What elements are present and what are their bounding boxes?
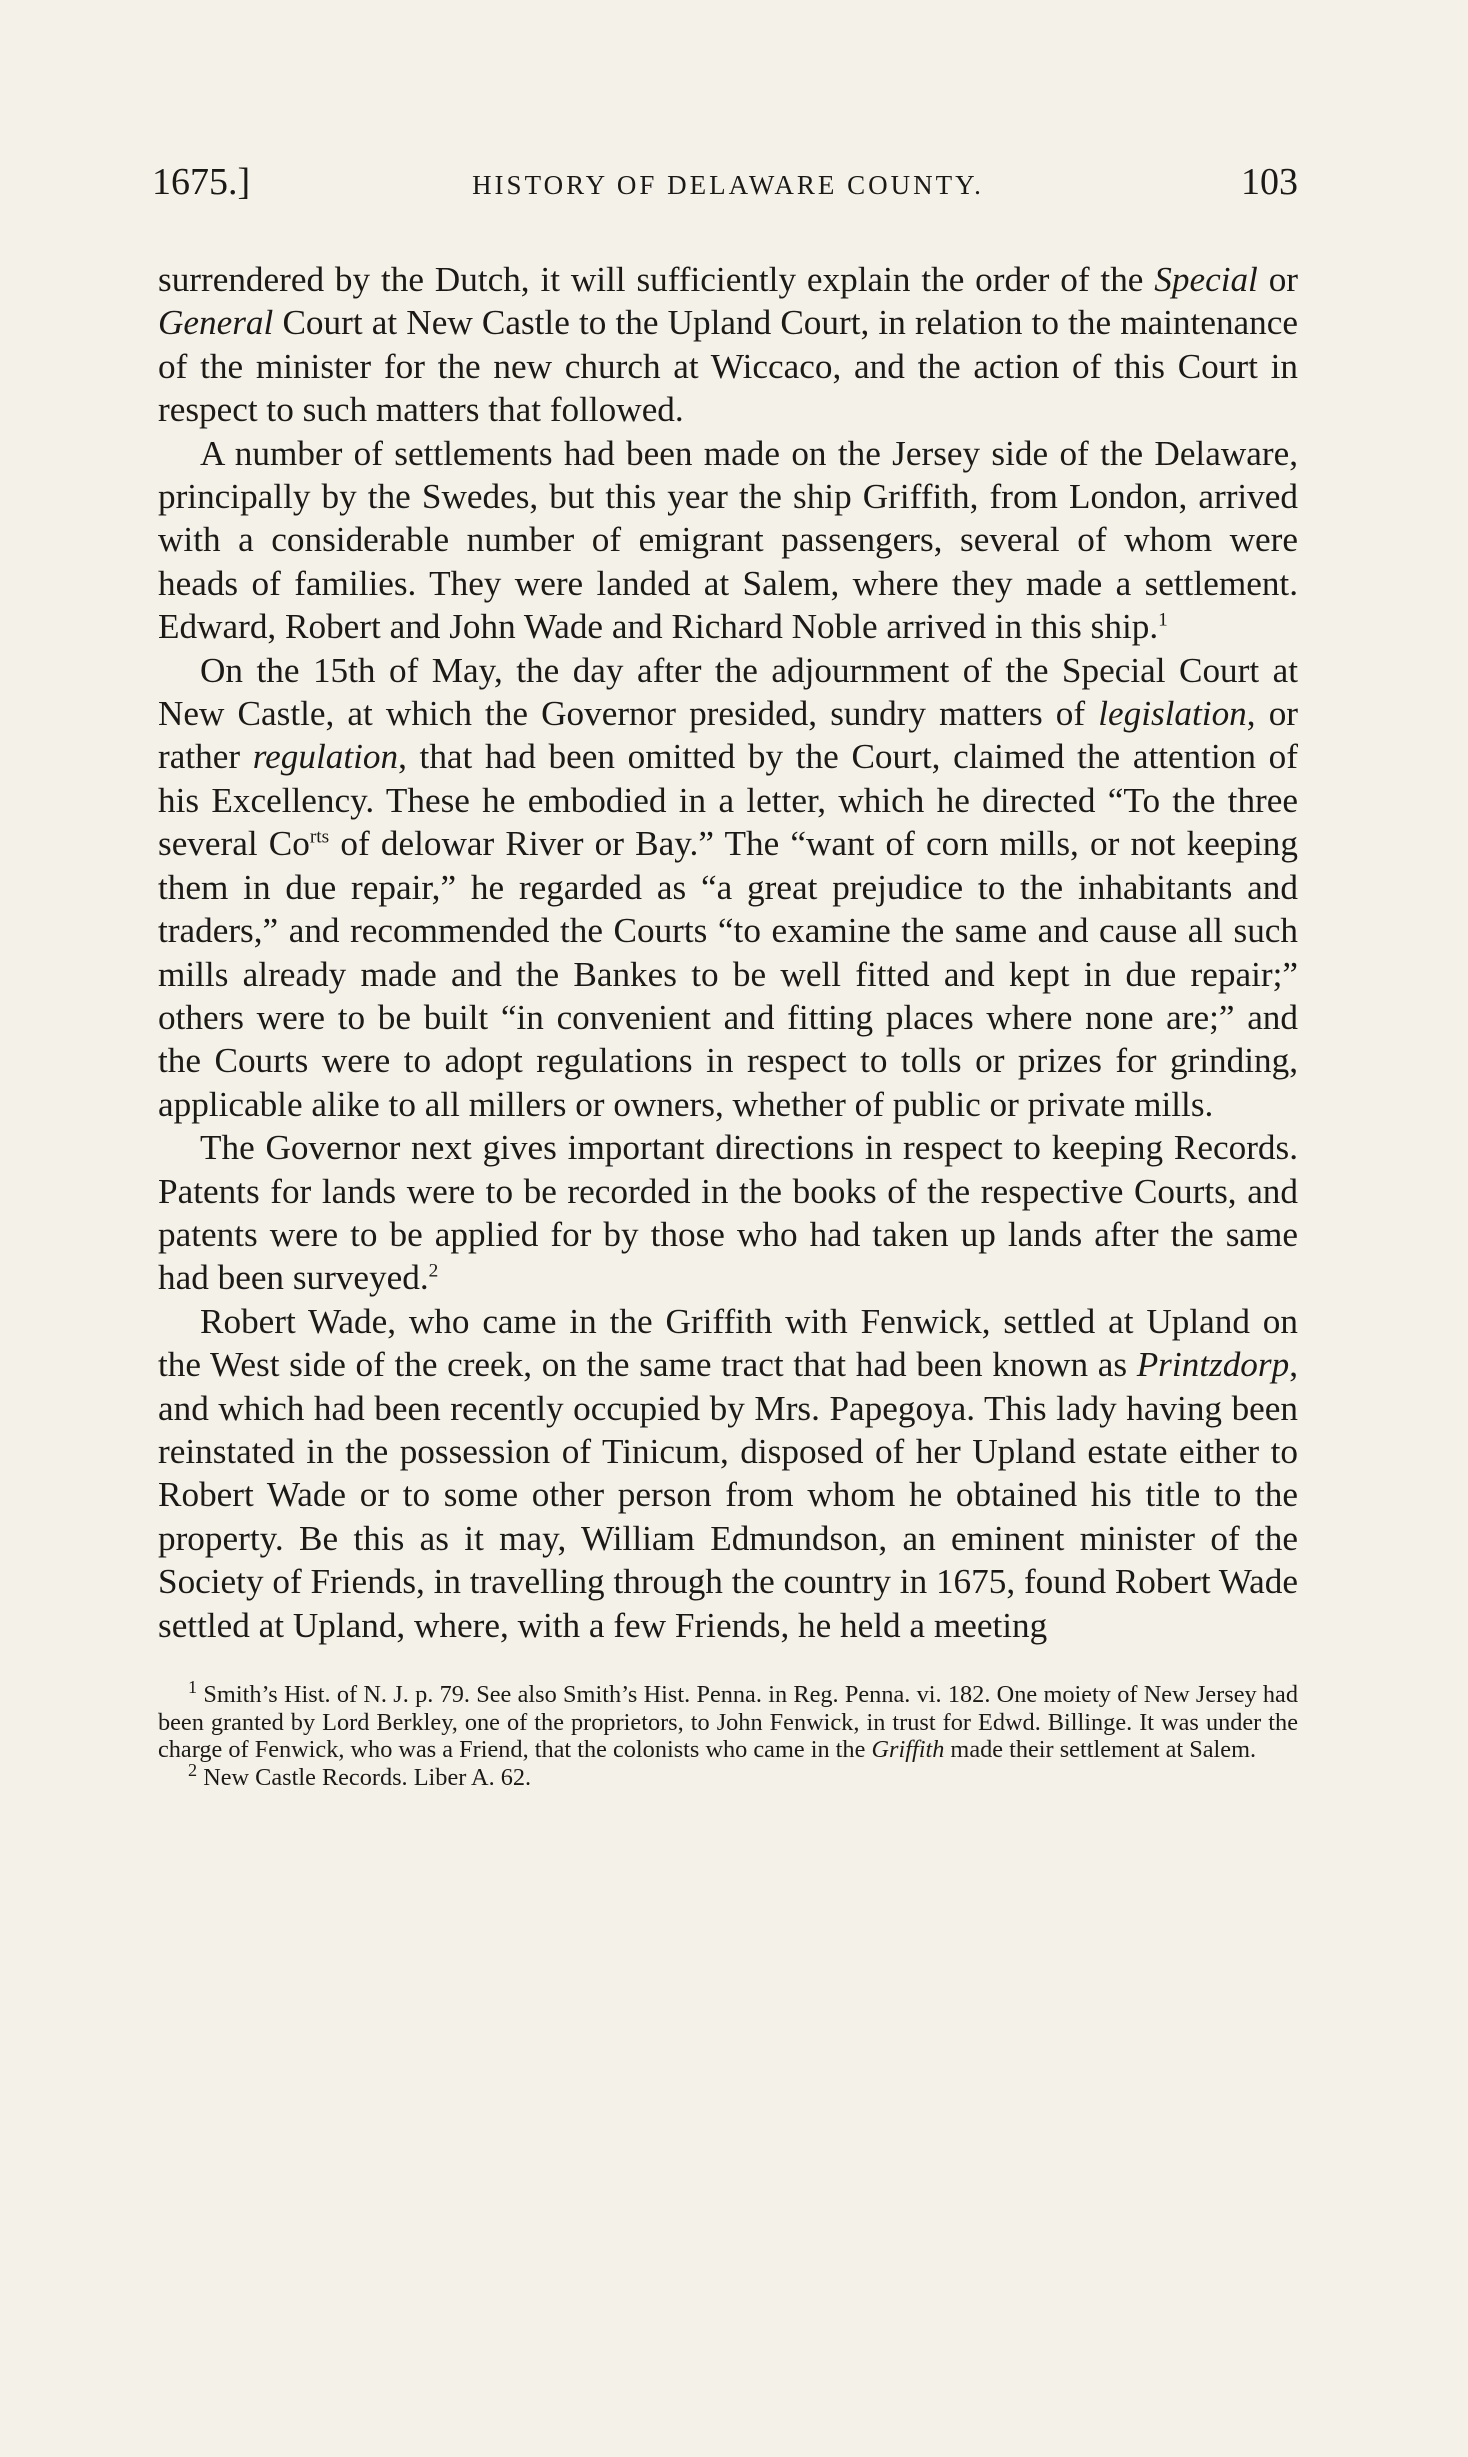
text-run: On the 15th of May, the day after the adjournment of the Special Court at New Castle, at which the Governor presided, sundry matters of [158, 650, 1298, 734]
header-year: 1675.] [152, 161, 251, 203]
text-run: made their settlement at Salem. [944, 1736, 1257, 1763]
book-page [152, 160, 1299, 1791]
footnote [158, 1759, 1298, 1792]
italic-text: legislation [1098, 694, 1247, 734]
text-run: A number of settlements had been made on the Jersey side of the Delaware, principally by the Swedes, but this year the ship Griffith, from London, arrived with a considerable number of emigrant passengers, several of whom were heads of families. They were landed at Salem, where they made a settlement. Edward, Robert and John Wade and Richard Noble arrived in this ship. [158, 433, 1298, 647]
text-run: or [1257, 260, 1299, 299]
text-run: , or rather [158, 694, 1299, 777]
text-run: Smith’s Hist. of N. J. p. 79. See also Smith’s Hist. Penna. in Reg. Penna. vi. 182. One moiety of New Jersey had been granted by Lord Berkley, one of the proprietors, to John Fenwick, in trust for Edwd. Billinge. It was under the charge of Fenwick, who was a Friend, that the colonists who came in the [158, 1681, 1298, 1763]
superscript: 2 [428, 1260, 439, 1282]
italic-text: General [158, 303, 274, 343]
header-title: HISTORY OF DELAWARE COUNTY. [472, 170, 984, 200]
superscript: 1 [1158, 609, 1168, 631]
paragraph [158, 1126, 1298, 1300]
paragraph [158, 1300, 1298, 1647]
italic-text: Special [1154, 260, 1258, 299]
footnote [158, 1676, 1298, 1764]
text-run: Robert Wade, who came in the Griffith with Fenwick, settled at Upland on the West side of the creek, on the same tract that had been known as [158, 1301, 1298, 1385]
italic-text: regulation [252, 737, 399, 777]
footnotes [158, 1676, 1298, 1791]
italic-text: Printzdorp [1136, 1345, 1290, 1385]
text-run: surrendered by the Dutch, it will sufficiently explain the order of the [158, 260, 1155, 299]
paragraph [158, 432, 1298, 649]
page-number: 103 [1241, 161, 1298, 203]
italic-text: Griffith [871, 1736, 945, 1763]
text-run: of delowar River or Bay.” The “want of corn mills, or not keeping them in due repair,” he regarded as “a great prejudice to the inhabitants and traders,” and recommended the Courts “to examine the same and cause all such mills already made and the Bankes to be well fitted and kept in due repair;” others were to be built “in convenient and fitting places where none are;” and the Courts were to adopt regulations in respect to tolls or prizes for grinding, applicable alike to all millers or owners, whether of public or private mills. [158, 824, 1298, 1124]
paragraph [158, 649, 1298, 1126]
body-text [158, 258, 1298, 1647]
paragraph [158, 258, 1298, 432]
superscript: rts [309, 826, 330, 848]
footnote-mark: 1 [188, 1676, 198, 1697]
running-head [152, 160, 1298, 220]
text-run: Court at New Castle to the Upland Court, in relation to the maintenance of the minister for the new church at Wiccaco, and the action of this Court in respect to such matters that followed. [158, 303, 1298, 430]
text-run: , that had been omitted by the Court, claimed the attention of his Excellency. These he embodied in a letter, which he directed “To the three several Co [158, 737, 1298, 864]
text-run: , and which had been recently occupied by Mrs. Papegoya. This lady having been reinstated in the possession of Tinicum, disposed of her Upland estate either to Robert Wade or to some other person from whom he obtained his title to the property. Be this as it may, William Edmundson, an eminent minister of the Society of Friends, in travelling through the country in 1675, found Robert Wade settled at Upland, where, with a few Friends, he held a meeting [158, 1345, 1298, 1645]
text-run: The Governor next gives important directions in respect to keeping Records. Patents for lands were to be recorded in the books of the respective Courts, and patents were to be applied for by those who had taken up lands after the same had been surveyed. [158, 1128, 1298, 1298]
footnote-mark: 2 [188, 1759, 198, 1780]
text-run: New Castle Records. Liber A. 62. [203, 1763, 532, 1791]
